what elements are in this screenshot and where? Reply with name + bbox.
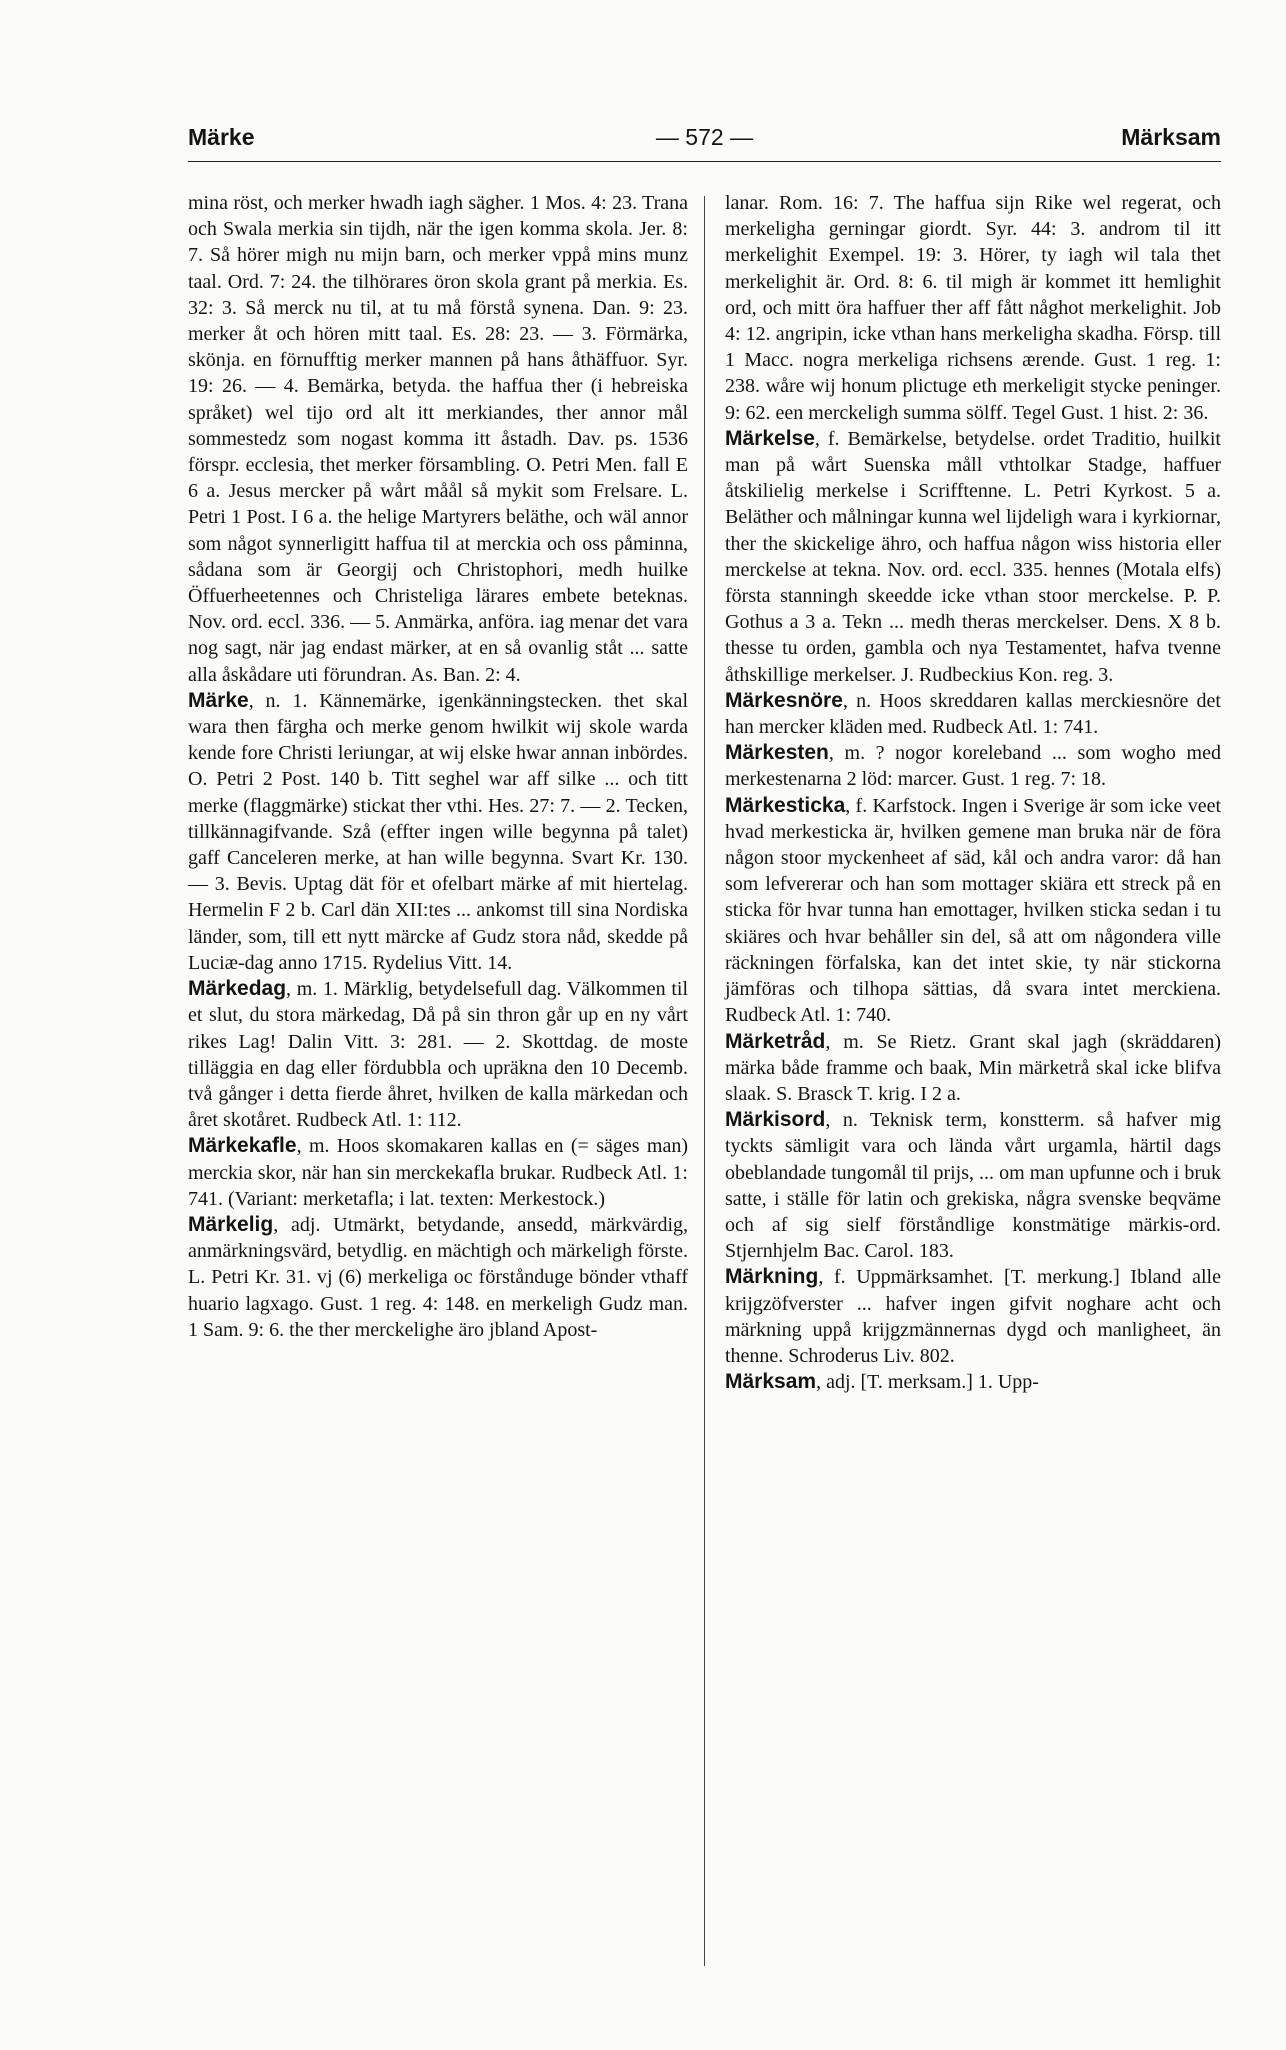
- headword: Märkekafle: [188, 1134, 297, 1158]
- entry-paragraph: mina röst, och merker hwadh iagh sägher. 1 Mos. 4: 23. Trana och Swala merkia sin tijdh, när the igen komma skola. Jer. 8: 7. Så hörer migh nu mijn barn, och merker vppå mins munz taal. Ord. 7: 24. the tilhörares öron skola grant på merkia. Es. 32: 3. Så merck nu til, at tu må förstå synena. Dan. 9: 23. merker åt och hören mitt taal. Es. 28: 23. — 3. Förmärka, skönja. en förnufftig merker mannen på hans åthäffuor. Syr. 19: 26. — 4. Bemärka, betyda. the haffua ther (i hebreiska språket) wel tijo ord alt itt merkiandes, ther annor mål sommestedz som nogast komma itt åstadh. Dav. ps. 1536 förspr. ecclesia, thet merker försambling. O. Petri Men. fall E 6 a. Jesus mercker på wårt måål så mykit som Frelsare. L. Petri 1 Post. I 6 a. the helige Martyrers beläthe, och wäl annor som något synnerligitt haffua til at merckia och oss påminna, sådana som är Georgij och Christophori, medh huilke Öffuerheetennes och Christeliga lärares embete beteknas. Nov. ord. eccl. 336. — 5. Anmärka, anföra. iag menar det vara nog sagt, när jag endast märker, at en så ovanlig ståt ... satte alla åskådare uti förundran. As. Ban. 2: 4.: [188, 192, 688, 686]
- headword: Märkelse: [725, 426, 815, 450]
- headword: Märkelig: [188, 1212, 274, 1236]
- headword: Märksam: [725, 1370, 817, 1394]
- entry-paragraph: Märke, n. 1. Kännemärke, igenkänningstecken. thet skal wara then färgha och merke genom hwilkit wij skole warda kende fore Christi leriungar, at wij elske hwar annan inbördes. O. Petri 2 Post. 140 b. Titt seghel war aff silke ... och titt merke (flaggmärke) stickat ther vthi. Hes. 27: 7. — 2. Tecken, tillkännagifvande. Szå (effter ingen wille begynna på talet) gaff Canceleren merke, at han wille begynna. Svart Kr. 130. — 3. Bevis. Uptag dät för et ofelbart märke af mit hiertelag. Hermelin F 2 b. Carl dän XII:tes ... ankomst till sina Nordiska länder, som, till ett nytt märcke af Gudz stora nåd, skedde på Luciæ-dag anno 1715. Rydelius Vitt. 14.: [188, 688, 688, 974]
- headword: Märkning: [725, 1265, 819, 1289]
- page-header: [188, 124, 1221, 158]
- entry-paragraph: Märkisord, n. Teknisk term, konstterm. så hafver mig tyckts sämligit vara och ländа vårt urgamla, härtil dags obeblandade tungomål til prijs, ... om man upfunne och i bruk satte, i ställe för latin och grekiska, några svenske beqväme och af sig sielf förståndlige konstmätige märkis-ord. Stjernhjelm Bac. Carol. 183.: [725, 1108, 1221, 1263]
- right-column: [725, 190, 1221, 1395]
- entry-paragraph: Märkedag, m. 1. Märklig, betydelsefull dag. Välkommen til et slut, du stora märkedag, Då på sin thron går up en ny vårt rikes Lag! Dalin Vitt. 3: 281. — 2. Skottdag. de moste tilläggia en dag eller fördubbla och upräkna den 10 Decemb. två gånger i detta fierde åhret, hvilken de kalla märkedan och året skotåret. Rudbeck Atl. 1: 112.: [188, 977, 688, 1132]
- entry-paragraph: Märkning, f. Uppmärksamhet. [T. merkung.] Ibland alle krijgzöfverster ... hafver ingen gifvit noghare acht och märkning uppå krijgzmännernas dygd och manligheet, än thenne. Schroderus Liv. 802.: [725, 1265, 1221, 1367]
- entry-paragraph: Märkelse, f. Bemärkelse, betydelse. ordet Traditio, huilkit man på wårt Suenska måll vthtolkar Stadge, haffuer åtskilielig merkelse i Scrifftenne. L. Petri Kyrkost. 5 a. Beläther och målningar kunna wel lijdeligh wara i kyrkiornar, ther the skickelige ähro, och haffua någon wiss historia eller merckelse at tekna. Nov. ord. eccl. 335. hennes (Motala elfs) första stanningh skeedde icke vthan stoor merckelse. P. P. Gothus a 3 a. Tekn ... medh theras merckelser. Dens. X 8 b. thesse tu orden, gambla och nya Testamentet, hafva tvenne åthskillige merkelser. J. Rudbeckius Kon. reg. 3.: [725, 426, 1221, 686]
- headword: Märkesten: [725, 741, 829, 765]
- headword: Märkedag: [188, 977, 287, 1001]
- entry-paragraph: Märketråd, m. Se Rietz. Grant skal jagh (skräddaren) märka både framme och baak, Min märketrå skal icke blifva slaak. S. Brasck T. krig. I 2 a.: [725, 1029, 1221, 1105]
- header-rule: [188, 161, 1221, 162]
- headword: Märke: [188, 688, 249, 712]
- left-column: [188, 190, 688, 1343]
- entry-paragraph: Märkelig, adj. Utmärkt, betydande, ansedd, märkvärdig, anmärkningsvärd, betydlig. en mächtigh och märkeligh förste. L. Petri Kr. 31. vj (6) merkeliga oc förstånduge bönder vthaff huario lagxago. Gust. 1 reg. 4: 148. en merkeligh Gudz man. 1 Sam. 9: 6. the ther merckelighe äro jbland Apost-: [188, 1212, 688, 1341]
- headword: Märkesticka: [725, 793, 846, 817]
- entry-paragraph: lanar. Rom. 16: 7. The haffua sijn Rike wel regerat, och merkeligha gerningar giordt. Syr. 44: 3. androm til itt merkelighit Exempel. 19: 3. Hörer, ty iagh wil tala thet merkelighit är. Ord. 8: 6. til migh är kommet itt hemlighit ord, och mitt öra haffuer ther aff fått någhot merkelighit. Job 4: 12. angripin, icke vthan hans merkeligha skadha. Försp. till 1 Macc. nogra merkeliga richsens ærende. Gust. 1 reg. 1: 238. wåre wij honum plictuge eth merkeligit stycke peninger. 9: 62. een merckeligh summa sölff. Tegel Gust. 1 hist. 2: 36.: [725, 192, 1221, 424]
- headword: Märkesnöre: [725, 688, 843, 712]
- entry-paragraph: Märksam, adj. [T. merksam.] 1. Upp-: [725, 1370, 1039, 1394]
- entry-paragraph: Märkekafle, m. Hoos skomakaren kallas en (= säges man) merckia skor, när han sin merckekafla brukar. Rudbeck Atl. 1: 741. (Variant: merketafla; i lat. texten: Merkestock.): [188, 1134, 688, 1210]
- headword: Märkisord: [725, 1108, 826, 1132]
- entry-paragraph: Märkesnöre, n. Hoos skreddaren kallas merckiesnöre det han mercker kläden med. Rudbeck Atl. 1: 741.: [725, 688, 1221, 739]
- header-first-word: Märke: [188, 124, 255, 150]
- entry-paragraph: Märkesten, m. ? nogor koreleband ... som wogho med merkestenarna 2 löd: marcer. Gust. 1 reg. 7: 18.: [725, 741, 1221, 791]
- header-last-word: Märksam: [1121, 124, 1221, 150]
- page-number: — 572 —: [655, 124, 754, 150]
- column-divider: [704, 196, 705, 1966]
- entry-paragraph: Märkesticka, f. Karfstock. Ingen i Sverige är som icke veet hvad merkesticka är, hvilken gemene man bruka när de föra någon stoor myckenheet af säd, kål och andra varor: då han som lefvererar och han som mottager skiära ett streck på en sticka för hvar tunna han emottager, hvilken sticka sedan i tu skiäres och hvar behåller sin del, så att om någondera ville räckningen förfalska, kan det intet skie, ty när stickorna jämföras och tilhopa sättias, då svara intet merckiena. Rudbeck Atl. 1: 740.: [725, 793, 1221, 1027]
- headword: Märketråd: [725, 1029, 826, 1053]
